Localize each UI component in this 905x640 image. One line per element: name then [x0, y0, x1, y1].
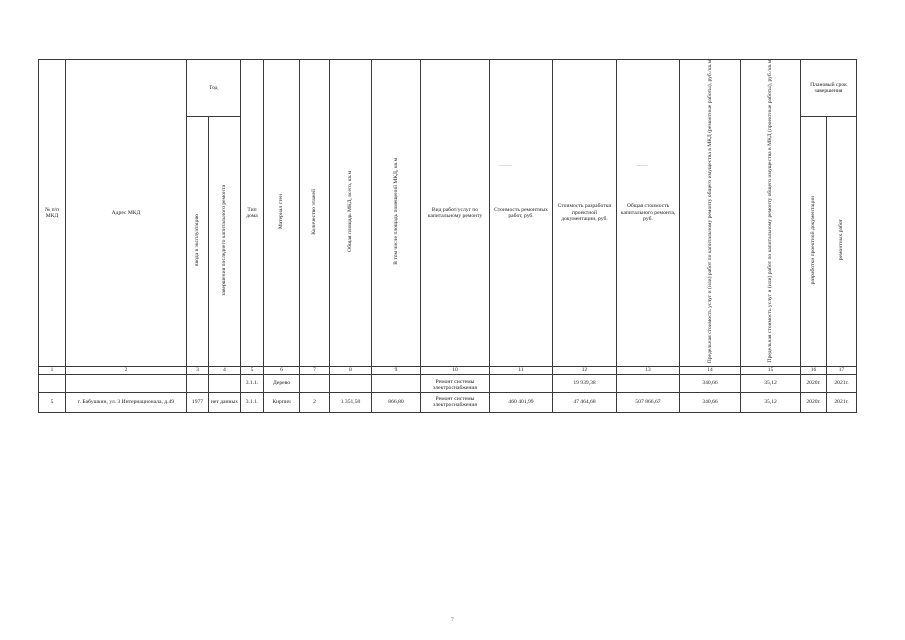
- clipped-text-fragment: ‾‾‾‾‾‾: [637, 167, 649, 172]
- cell-work: Ремонт системы электроснабжения: [421, 374, 490, 392]
- page-number: 7: [451, 617, 454, 623]
- cell-year-built: [187, 374, 209, 392]
- cell-cost-design: 19 939,38: [553, 374, 617, 392]
- column-number: 8: [330, 366, 372, 374]
- column-number: 15: [741, 366, 801, 374]
- column-number: 1: [39, 366, 66, 374]
- header-year-built-text: ввода в эксплуатацию: [194, 214, 201, 267]
- header-area-rooms-text: В том числе площадь помещений МКД, кв.м: [392, 158, 399, 266]
- header-wall-material-text: Материал стен: [278, 194, 285, 230]
- column-number: 14: [680, 366, 741, 374]
- column-number: 10: [421, 366, 490, 374]
- cell-num: 5: [39, 392, 66, 412]
- cell-cost-total: [617, 374, 680, 392]
- cell-area-rooms: 866,80: [372, 392, 421, 412]
- header-floors: [300, 60, 330, 367]
- header-address: Адрес МКД: [66, 60, 187, 367]
- header-limit-repair-text: Предельная стоимость услуг и (или) работ по капитальному ремонту общего имущества в МКД (ремонтные работы), руб./кв.м: [706, 60, 713, 364]
- cell-work: Ремонт системы электроснабжения: [421, 392, 490, 412]
- header-cost-total: Общая стоимость капитального ремонта, руб.: [617, 60, 680, 367]
- cell-limit-design: 35,12: [741, 392, 801, 412]
- cell-cost-total: 507 866,67: [617, 392, 680, 412]
- header-term-works: [827, 116, 857, 366]
- column-number: 5: [241, 366, 264, 374]
- header-cost-design: Стоимость разработки проектной документации, руб.: [553, 60, 617, 367]
- header-house-type: Тип дома: [241, 60, 264, 367]
- cell-num: [39, 374, 66, 392]
- header-year-last-repair: [209, 116, 241, 366]
- column-number: 12: [553, 366, 617, 374]
- header-row-top: [39, 60, 857, 117]
- header-work-type: Вид работ/услуг по капитальному ремонту: [421, 60, 490, 367]
- cell-cost-works: [490, 374, 553, 392]
- header-term-design-text: разработки проектной документации: [810, 195, 817, 285]
- cell-term-works: 2021г.: [827, 374, 857, 392]
- header-area-total-text: Общая площадь МКД, всего, кв.м: [347, 171, 354, 253]
- cell-year-built: 1977: [187, 392, 209, 412]
- column-number: 9: [372, 366, 421, 374]
- cell-limit-repair: 340,66: [680, 392, 741, 412]
- header-year-last-repair-text: завершения последнего капитального ремонта: [221, 184, 228, 296]
- header-year-built: [187, 116, 209, 366]
- column-number-row: [39, 366, 857, 374]
- table-row: [39, 392, 857, 412]
- header-limit-design: [741, 60, 801, 367]
- header-area-rooms: [372, 60, 421, 367]
- column-number: 4: [209, 366, 241, 374]
- column-number: 3: [187, 366, 209, 374]
- cell-cost-works: 460 401,99: [490, 392, 553, 412]
- header-wall-material: [264, 60, 300, 367]
- header-term-design: [801, 116, 827, 366]
- header-num: № п/п МКД: [39, 60, 66, 367]
- cell-limit-repair: 340,66: [680, 374, 741, 392]
- column-number: 17: [827, 366, 857, 374]
- header-cost-works: Стоимость ремонтных работ, руб.: [490, 60, 553, 367]
- cell-floors: 2: [300, 392, 330, 412]
- header-term-works-text: ремонтных работ: [838, 219, 845, 261]
- cell-wall: Дерево: [264, 374, 300, 392]
- header-year-group: Год: [187, 60, 241, 117]
- column-number: 2: [66, 366, 187, 374]
- cell-wall: Кирпич: [264, 392, 300, 412]
- column-number: 11: [490, 366, 553, 374]
- column-number: 7: [300, 366, 330, 374]
- header-limit-repair: [680, 60, 741, 367]
- cell-limit-design: 35,12: [741, 374, 801, 392]
- column-number: 6: [264, 366, 300, 374]
- cell-area-rooms: [372, 374, 421, 392]
- cell-floors: [300, 374, 330, 392]
- header-term-group: Плановый срок завершения: [801, 60, 857, 117]
- cell-term-design: 2020г.: [801, 392, 827, 412]
- table-row: [39, 374, 857, 392]
- cell-house-type: 3.1.1.: [241, 374, 264, 392]
- cell-area-total: [330, 374, 372, 392]
- column-number: 16: [801, 366, 827, 374]
- cell-term-works: 2021г.: [827, 392, 857, 412]
- cell-house-type: 3.1.1.: [241, 392, 264, 412]
- cell-term-design: 2020г.: [801, 374, 827, 392]
- header-area-total: [330, 60, 372, 367]
- capital-repair-table: [38, 59, 857, 413]
- column-number: 13: [617, 366, 680, 374]
- cell-year-last-repair: нет данных: [209, 392, 241, 412]
- cell-year-last-repair: [209, 374, 241, 392]
- cell-cost-design: 47 464,68: [553, 392, 617, 412]
- cell-address: г. Бабушкин, ул. 3 Интернационала, д.49: [66, 392, 187, 412]
- cell-area-total: 1 351,50: [330, 392, 372, 412]
- header-floors-text: Количество этажей: [311, 188, 318, 235]
- cell-address: [66, 374, 187, 392]
- clipped-text-fragment: ‾‾‾‾‾‾‾: [499, 167, 513, 172]
- header-limit-design-text: Предельная стоимость услуг и (или) работ по капитальному ремонту общего имущества в МКД (проектные работы), руб./кв.м: [767, 60, 774, 363]
